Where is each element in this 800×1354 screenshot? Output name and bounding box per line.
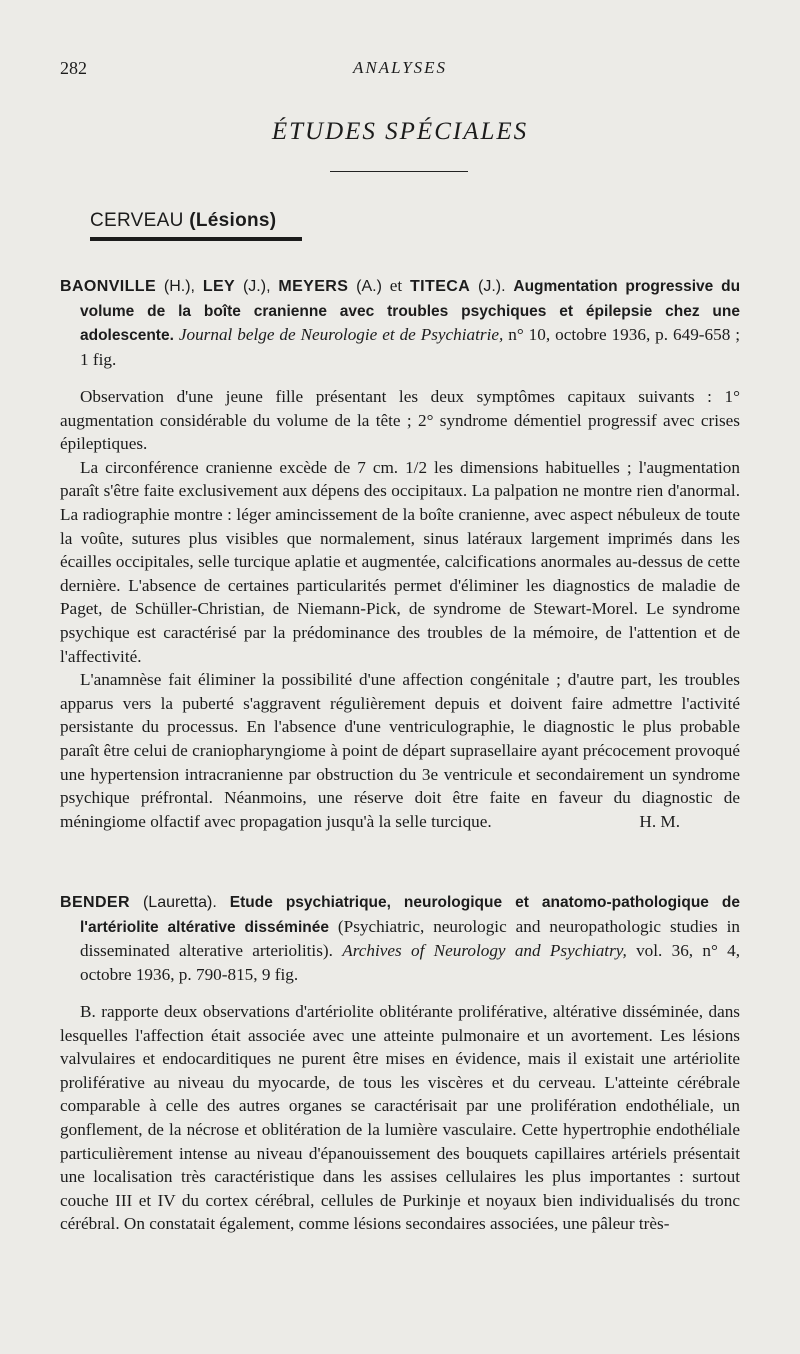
author-1: BAONVILLE xyxy=(60,278,157,295)
abstract-2 xyxy=(60,1000,740,1236)
page-number: 282 xyxy=(60,58,87,78)
review-entry-1 xyxy=(60,274,740,833)
author-2-initials: (J.), xyxy=(242,278,271,295)
journal-running-title: ANALYSES xyxy=(352,58,448,77)
abstract-1 xyxy=(60,385,740,833)
article-title-2: Etude psychiatrique, neurologique et anatomo-pathologique de l'artériolite altérative disséminée xyxy=(80,894,741,936)
journal-name-1: Journal belge de Neurologie et de Psychiatrie, xyxy=(178,325,504,344)
citation-2 xyxy=(60,890,740,986)
publication-details-2: vol. 36, n° 4, octobre 1936, p. 790-815, 9 fig. xyxy=(80,941,741,984)
review-entry-2 xyxy=(60,890,740,1236)
author-bender-given: (Lauretta). xyxy=(142,894,217,911)
journal-name-2: Archives of Neurology and Psychiatry, xyxy=(342,941,627,960)
author-bender: BENDER xyxy=(60,894,130,911)
article-translation-2: (Psychiatric, neurologic and neuropathologic studies in disseminated alterative arteriolitis). xyxy=(80,916,740,960)
subsection-underline xyxy=(90,237,302,241)
article-title-1: Augmentation progressive du volume de la boîte cranienne avec troubles psychiques et épilepsie chez une adolescente. xyxy=(80,278,741,344)
publication-details-1: n° 10, octobre 1936, p. 649-658 ; 1 fig. xyxy=(80,325,741,369)
abstract-1-paragraph-3-text: L'anamnèse fait éliminer la possibilité d'une affection congénitale ; d'autre part, les troubles apparus vers la puberté s'aggravent régulièrement depuis et doivent faire admettre l'activité persistante du processus. En l'absence d'une ventriculographie, le diagnostic le plus probable paraît être celui de craniopharyngiome à point de départ suprasellaire ayant précocement provoqué une hypertension intracranienne par obstruction du 3e ventricule et secondairement un syndrome psychique préfrontal. Néanmoins, une réserve doit être faite en faveur du diagnostic de méningiome olfactif avec propagation jusqu'à la selle turcique. xyxy=(60,670,740,831)
subsection-heading-main: CERVEAU xyxy=(90,210,184,231)
abstract-1-paragraph-1: Observation d'une jeune fille présentant les deux symptômes capitaux suivants : 1° augmentation considérable du volume de la tête ; 2° syndrome démentiel progressif avec crises épileptiques. xyxy=(60,387,740,454)
abstract-2-paragraph-1: B. rapporte deux observations d'artériolite oblitérante proliférative, altérative disséminée, dans lesquelles l'affection était associée avec une atteinte pulmonaire et un avortement. Les lésions valvulaires et endocarditiques ne purent être mises en évidence, mais il existait une artériolite proliférative au niveau du myocarde, de tous les viscères et du cerveau. L'atteinte cérébrale comparable à celle des autres organes se caractérisait par une prolifération endothéliale, un gonflement, de la nécrose et oblitération de la lumière vasculaire. Cette hypertrophie endothéliale particulièrement intense au niveau d'épanouissement des bouquets capillaires artériels présentait une localisation très caractéristique dans les assises cellulaires les plus importantes : surtout couche III et IV du cortex cérébral, cellules de Purkinje et noyaux bien individualisés du tronc cérébral. On constatait également, comme lésions secondaires associées, une pâleur très- xyxy=(60,1002,740,1234)
author-2: LEY xyxy=(202,278,236,295)
reviewer-signature: H. M. xyxy=(639,811,680,831)
section-divider xyxy=(330,171,468,172)
subsection-heading xyxy=(90,210,276,232)
abstract-1-paragraph-2: La circonférence cranienne excède de 7 cm. 1/2 les dimensions habituelles ; l'augmentation paraît s'être faite exclusivement aux dépens des occipitaux. La palpation ne montre rien d'anormal. La radiographie montre : léger amincissement de la boîte cranienne, avec aspect nébuleux de toute la voûte, sutures plus visibles que normalement, sinus latéraux largement imprimés dans les écailles occipitales, selle turcique aplatie et augmentée, calcifications anormales au-dessus de cette dernière. L'absence de certaines particularités permet d'éliminer les diagnostics de maladie de Paget, de Schüller-Christian, de Niemann-Pick, de syndrome de Stewart-Morel. Le syndrome psychique est caractérisé par la prédominance des troubles de la mémoire, de l'attention et de l'affectivité. xyxy=(60,457,740,666)
author-3: MEYERS xyxy=(278,278,349,295)
author-4: TITECA xyxy=(410,278,471,295)
author-4-initials: (J.). xyxy=(478,278,506,295)
citation-1 xyxy=(60,274,740,371)
subsection-heading-paren: (Lésions) xyxy=(189,210,277,231)
section-title: ÉTUDES SPÉCIALES xyxy=(271,118,529,145)
author-connector: et xyxy=(389,276,403,295)
abstract-1-paragraph-3 xyxy=(60,668,740,833)
author-1-initials: (H.), xyxy=(163,278,195,295)
author-3-initials: (A.) xyxy=(356,278,382,295)
running-head xyxy=(60,58,740,82)
